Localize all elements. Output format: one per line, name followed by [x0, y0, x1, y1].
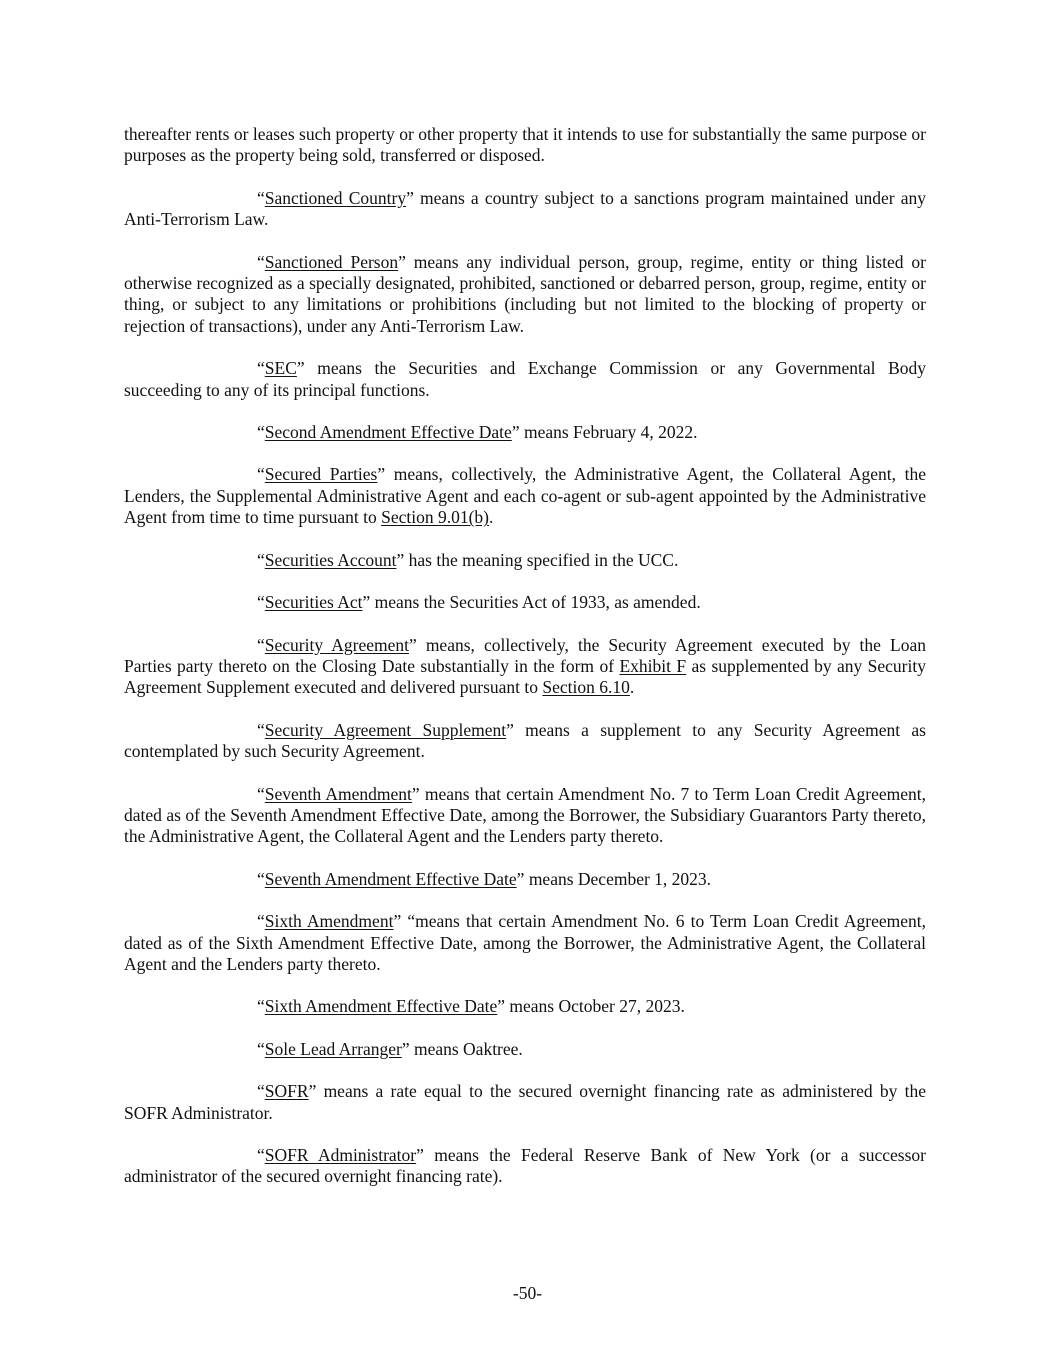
definition-sanctioned-person: “Sanctioned Person” means any individual person, group, regime, entity or thing listed or otherwise recognized as a specially designated, prohibited, sanctioned or debarred person, group, regime, entity or thing, or subject to any limitations or prohibitions (including but not limited to the blocking of property or rejection of transactions), under any Anti-Terrorism Law. — [124, 251, 926, 336]
definition-sofr: “SOFR” means a rate equal to the secured overnight financing rate as administered by the SOFR Administrator. — [124, 1081, 926, 1123]
definition-sole-lead-arranger: “Sole Lead Arranger” means Oaktree. — [257, 1038, 523, 1059]
definition-tail: . — [629, 677, 635, 698]
definition-securities-act: “Securities Act” means the Securities Act of 1933, as amended. — [257, 592, 701, 613]
definition-text: ” has the meaning specified in the UCC. — [396, 549, 679, 570]
definition-text: ” means that certain Amendment No. 7 to Term Loan Credit Agreement, dated as of the Seventh Amendment Effective Date, among the Borrower, the Subsidiary Guarantors Party thereto, the Administrative Agent, the Collateral Agent and the Lenders party thereto. — [124, 783, 926, 847]
defined-term: Sanctioned Person — [264, 251, 399, 272]
definition-text: ” means any individual person, group, regime, entity or thing listed or otherwise recognized as a specially designated, prohibited, sanctioned or debarred person, group, regime, entity or thing, or subject to any limitations or prohibitions (including but not limited to the blocking of property or rejection of transactions), under any Anti-Terrorism Law. — [124, 251, 926, 336]
definition-sofr-administrator: “SOFR Administrator” means the Federal Reserve Bank of New York (or a successor administrator of the secured overnight financing rate). — [124, 1145, 926, 1187]
definition-text: ” means the Federal Reserve Bank of New York (or a successor administrator of the secured overnight financing rate). — [124, 1145, 926, 1187]
defined-term: Securities Account — [264, 549, 397, 570]
definition-text: ” means a supplement to any Security Agreement as contemplated by such Security Agreement. — [124, 719, 926, 762]
definition-text: ” “means that certain Amendment No. 6 to Term Loan Credit Agreement, dated as of the Sixth Amendment Effective Date, among the Borrower, the Administrative Agent, the Collateral Agent and the Lenders party thereto. — [124, 911, 927, 974]
definition-sec: “SEC” means the Securities and Exchange Commission or any Governmental Body succeeding to any of its principal functions. — [124, 358, 926, 400]
section-reference: Section 6.10 — [542, 677, 630, 698]
defined-term: Sixth Amendment — [264, 911, 394, 932]
section-reference: Section 9.01(b) — [381, 507, 490, 528]
defined-term: Secured Parties — [264, 464, 378, 485]
defined-term: SEC — [264, 358, 297, 379]
definition-seventh-amendment: “Seventh Amendment” means that certain Amendment No. 7 to Term Loan Credit Agreement, dated as of the Seventh Amendment Effective Date, among the Borrower, the Subsidiary Guarantors Party thereto, the Administrative Agent, the Collateral Agent and the Lenders party thereto. — [124, 783, 926, 847]
defined-term: Securities Act — [264, 592, 363, 613]
defined-term: Second Amendment Effective Date — [264, 422, 512, 443]
definition-text: ” means a rate equal to the secured overnight financing rate as administered by the SOFR Administrator. — [124, 1081, 926, 1123]
definition-security-agreement: “Security Agreement” means, collectively, the Security Agreement executed by the Loan Parties party thereto on the Closing Date substantially in the form of Exhibit F as supplemented by any Security Agreement Supplement executed and delivered pursuant to Section 6.10. — [124, 634, 926, 698]
defined-term: SOFR Administrator — [264, 1145, 417, 1165]
definition-text: ” means, collectively, the Administrative Agent, the Collateral Agent, the Lenders, the Supplemental Administrative Agent and each co-agent or sub-agent appointed by the Administrative Agent from time to time pursuant to — [124, 464, 926, 528]
defined-term: Sixth Amendment Effective Date — [264, 996, 498, 1017]
definition-text: ” means Oaktree. — [401, 1038, 523, 1059]
definition-security-agreement-supplement: “Security Agreement Supplement” means a supplement to any Security Agreement as contemplated by such Security Agreement. — [124, 719, 926, 762]
definition-seventh-amendment-effective-date: “Seventh Amendment Effective Date” means December 1, 2023. — [257, 868, 712, 889]
defined-term: Sole Lead Arranger — [264, 1038, 402, 1059]
defined-term: Seventh Amendment — [264, 783, 412, 804]
definition-sixth-amendment-effective-date: “Sixth Amendment Effective Date” means October 27, 2023. — [257, 996, 685, 1017]
defined-term: SOFR — [264, 1081, 309, 1102]
definition-text: ” means the Securities Act of 1933, as amended. — [362, 592, 701, 613]
defined-term: Seventh Amendment Effective Date — [264, 868, 517, 889]
defined-term: Security Agreement — [264, 634, 409, 655]
definition-sixth-amendment: “Sixth Amendment” “means that certain Amendment No. 6 to Term Loan Credit Agreement, dated as of the Sixth Amendment Effective Date, among the Borrower, the Administrative Agent, the Collateral Agent and the Lenders party thereto. — [124, 911, 927, 974]
definition-securities-account: “Securities Account” has the meaning specified in the UCC. — [257, 549, 679, 570]
definition-secured-parties: “Secured Parties” means, collectively, the Administrative Agent, the Collateral Agent, the Lenders, the Supplemental Administrative Agent and each co-agent or sub-agent appointed by the Administrative Agent from time to time pursuant to Section 9.01(b). — [124, 464, 926, 528]
definition-text: ” means, collectively, the Security Agreement executed by the Loan Parties party thereto on the Closing Date substantially in the form of — [124, 634, 926, 676]
document-body — [124, 124, 926, 1209]
definition-sanctioned-country: “Sanctioned Country” means a country subject to a sanctions program maintained under any Anti-Terrorism Law. — [124, 187, 926, 230]
definition-text-mid: as supplemented by any Security Agreement Supplement executed and delivered pursuant to — [124, 655, 926, 698]
definition-second-amendment-effective-date: “Second Amendment Effective Date” means February 4, 2022. — [257, 422, 698, 443]
definition-text: ” means the Securities and Exchange Commission or any Governmental Body succeeding to any of its principal functions. — [124, 358, 926, 400]
definition-text: ” means October 27, 2023. — [497, 996, 685, 1017]
definition-text: ” means December 1, 2023. — [516, 868, 712, 889]
definition-text: ” means a country subject to a sanctions program maintained under any Anti-Terrorism Law. — [124, 187, 926, 230]
definition-text: ” means February 4, 2022. — [511, 422, 698, 443]
page-number: -50- — [512, 1283, 543, 1303]
definition-tail: . — [489, 507, 494, 528]
defined-term: Sanctioned Country — [264, 187, 407, 208]
exhibit-reference: Exhibit F — [619, 655, 687, 676]
continuation-paragraph: thereafter rents or leases such property or other property that it intends to use for substantially the same purpose or purposes as the property being sold, transferred or disposed. — [124, 124, 926, 166]
defined-term: Security Agreement Supplement — [264, 719, 507, 740]
